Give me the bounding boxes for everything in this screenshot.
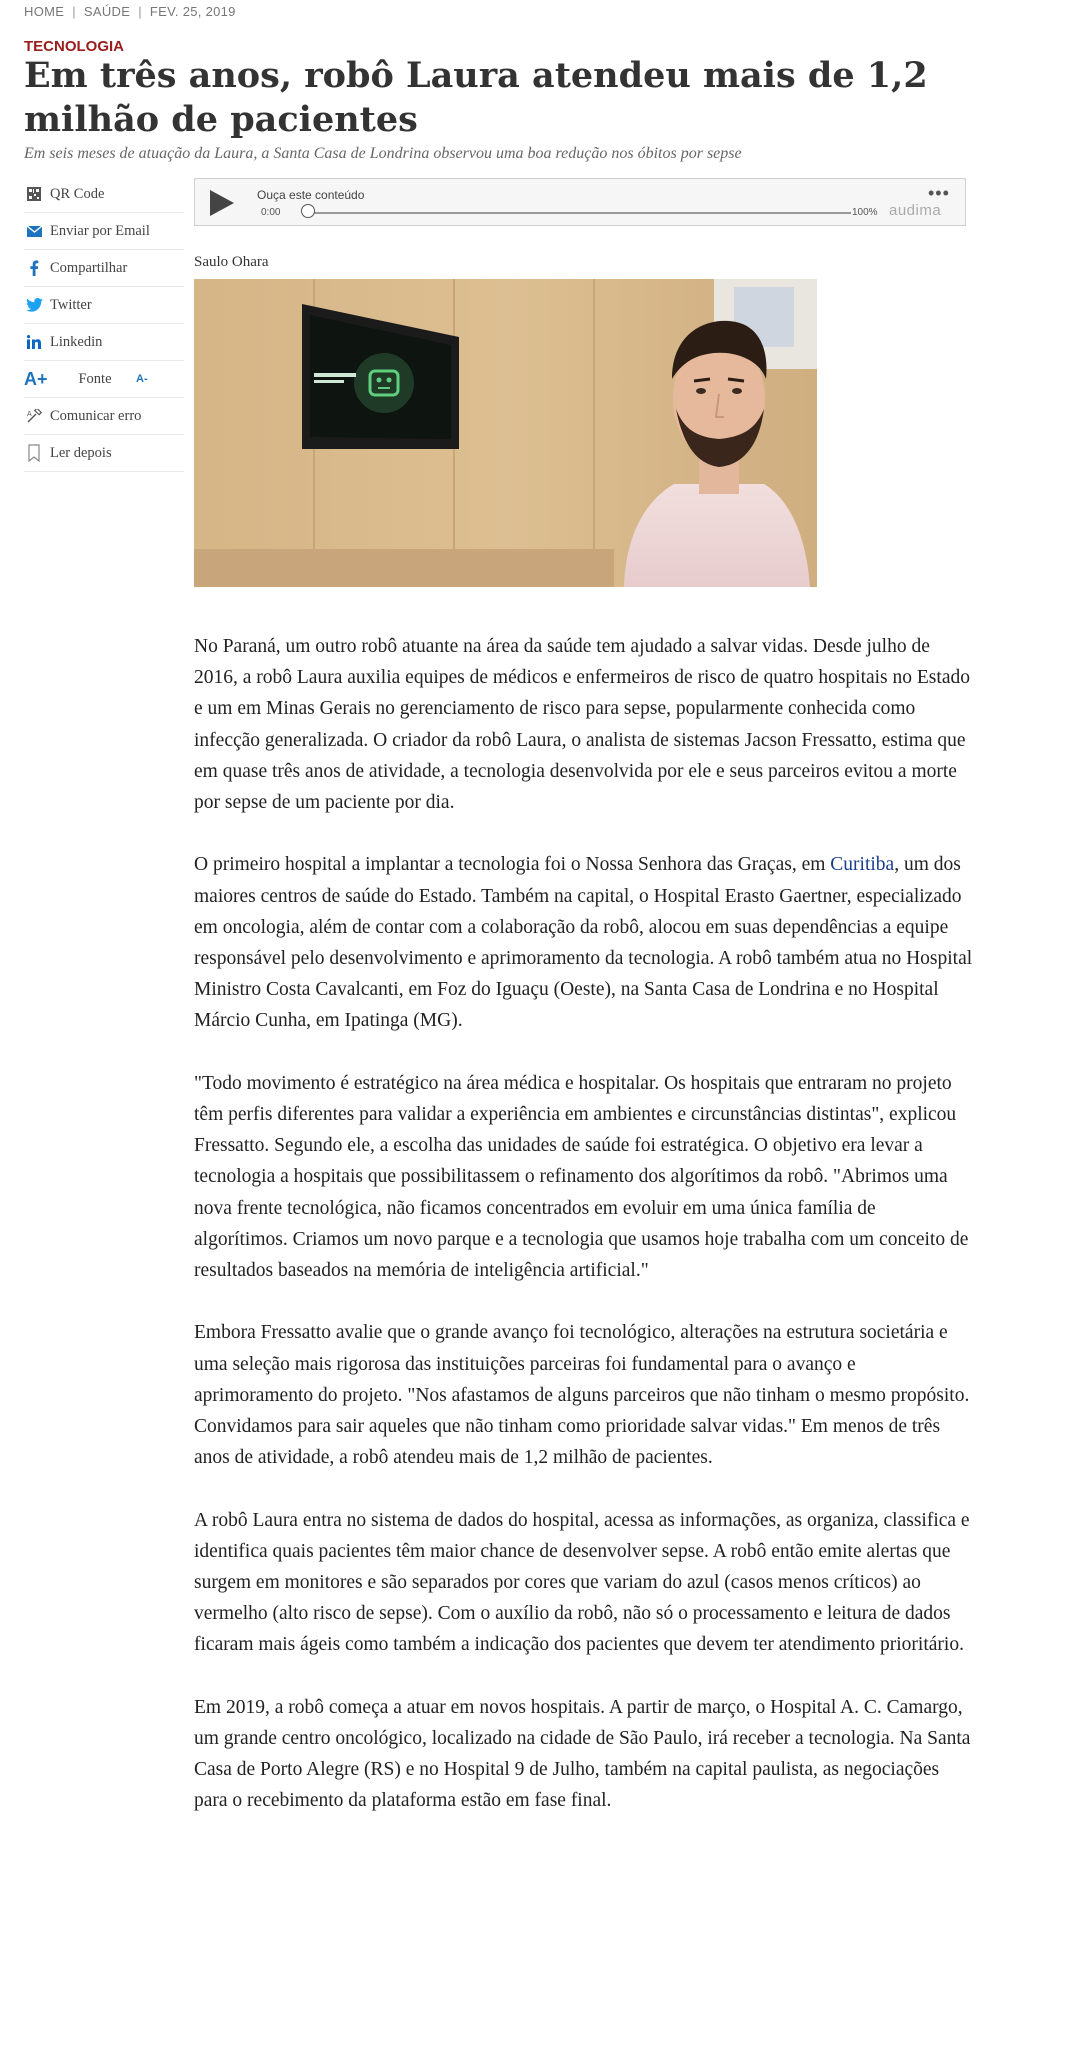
player-brand-logo: audima <box>889 202 942 219</box>
player-progress-track[interactable] <box>311 212 851 214</box>
font-increase-button[interactable]: A+ <box>24 368 48 389</box>
article-paragraph: No Paraná, um outro robô atuante na área da saúde tem ajudado a salvar vidas. Desde julho de 2016, a robô Laura auxilia equipes de médicos e enfermeiros de risco de quatro hospitais no Estado e um em Minas Gerais no gerenciamento de risco para sepse, popularmente conhecida como infecção generalizada. O criador da robô Laura, o analista de sistemas Jacson Fressatto, estima que em quase três anos de atividade, a tecnologia desenvolvida por ele e seus parceiros evitou a morte por sepse de um paciente por dia. <box>194 636 970 814</box>
article-subtitle: Em seis meses de atuação da Laura, a Santa Casa de Londrina observou uma boa redução nos óbitos por sepse <box>24 145 742 162</box>
email-icon <box>24 221 44 241</box>
article-paragraph: "Todo movimento é estratégico na área médica e hospitalar. Os hospitais que entraram no projeto têm perfis diferentes para validar a experiência em ambientes e circunstâncias distintas", explicou Fressatto. Segundo ele, a escolha das unidades de saúde foi estratégica. O objetivo era levar a tecnologia a hospitais que possibilitassem o refinamento dos algorítimos da robô. "Abrimos uma nova frente tecnológica, não ficamos concentrados em evoluir em uma única família de algorítimos. Criamos um novo parque e a tecnologia que usamos hoje trabalha com um conceito de resultados baseados na memória de inteligência artificial." <box>194 1072 969 1282</box>
twitter-share-label: Twitter <box>50 296 92 313</box>
paragraph-text: , um dos maiores centros de saúde do Estado. Também na capital, o Hospital Erasto Gaertner, especializado em oncologia, além de contar com a colaboração da robô, alocou em suas dependências a equipe responsável pelo desenvolvimento e aprimoramento da tecnologia. A robô também atua no Hospital Ministro Costa Cavalcanti, em Foz do Iguaçu (Oeste), na Santa Casa de Londrina e no Hospital Márcio Cunha, em Ipatinga (MG). <box>194 854 973 1032</box>
facebook-share-button[interactable] <box>24 250 184 287</box>
svg-text:A: A <box>26 411 32 418</box>
font-size-label: Fonte <box>78 370 112 387</box>
read-later-label: Ler depois <box>50 444 112 461</box>
share-sidebar <box>24 176 184 472</box>
breadcrumb-separator: | <box>72 4 76 19</box>
font-size-control <box>24 361 184 398</box>
play-button[interactable] <box>209 189 235 217</box>
article-title: Em três anos, robô Laura atendeu mais de 1,2 milhão de pacientes <box>24 55 928 140</box>
report-error-label: Comunicar erro <box>50 407 142 424</box>
curitiba-link[interactable]: Curitiba <box>830 854 895 876</box>
breadcrumb-section[interactable]: SAÚDE <box>83 4 131 19</box>
article-paragraph: A robô Laura entra no sistema de dados do hospital, acessa as informações, as organiza, classifica e identifica quais pacientes têm maior chance de desenvolver sepse. A robô então emite alertas que surgem em monitores e são separados por cores que variam do azul (casos menos críticos) ao vermelho (alto risco de sepse). Com o auxílio da robô, não só o processamento e leitura de dados ficaram mais ágeis como também a indicação dos pacientes que devem ter atendimento prioritário. <box>194 1509 970 1656</box>
linkedin-icon <box>24 332 44 352</box>
audio-player <box>194 178 966 226</box>
article-body <box>194 631 974 1848</box>
article-paragraph <box>194 849 974 1036</box>
facebook-icon <box>24 258 44 278</box>
bookmark-icon <box>24 443 44 463</box>
article-paragraph: Embora Fressatto avalie que o grande avanço foi tecnológico, alterações na estrutura societária e uma seleção mais rigorosa das instituições parceiras foi fundamental para o avanço e aprimoramento do projeto. "Nos afastamos de alguns parceiros que não tinham o mesmo propósito. Convidamos para sair aqueles que não tinham como prioridade salvar vidas." Em menos de três anos de atividade, a robô atendeu mais de 1,2 milhão de pacientes. <box>194 1322 970 1469</box>
article-paragraph: Em 2019, a robô começa a atuar em novos hospitais. A partir de março, o Hospital A. C. Camargo, um grande centro oncológico, localizado na cidade de São Paulo, irá receber a tecnologia. Na Santa Casa de Porto Alegre (RS) e no Hospital 9 de Julho, também na capital paulista, as negociações para o recebimento da plataforma estão em fase final. <box>194 1696 971 1812</box>
breadcrumb-home[interactable]: HOME <box>24 4 65 19</box>
player-title: Ouça este conteúdo <box>257 188 365 202</box>
twitter-share-button[interactable] <box>24 287 184 324</box>
article-date: FEV. 25, 2019 <box>149 4 236 19</box>
twitter-icon <box>24 295 44 315</box>
facebook-share-label: Compartilhar <box>50 259 128 276</box>
player-current-time: 0:00 <box>261 207 281 218</box>
email-share-button[interactable] <box>24 213 184 250</box>
more-icon[interactable]: ••• <box>928 183 950 203</box>
article-kicker[interactable]: TECNOLOGIA <box>24 38 124 55</box>
email-share-label: Enviar por Email <box>50 222 150 239</box>
font-decrease-button[interactable]: A- <box>136 373 148 385</box>
breadcrumb-separator: | <box>138 4 142 19</box>
article-photo <box>194 279 817 587</box>
read-later-button[interactable] <box>24 435 184 472</box>
play-icon <box>209 189 235 217</box>
qr-code-label: QR Code <box>50 185 105 202</box>
player-volume[interactable]: 100% <box>852 207 878 218</box>
linkedin-share-button[interactable] <box>24 324 184 361</box>
breadcrumb <box>24 4 236 19</box>
paragraph-text: O primeiro hospital a implantar a tecnologia foi o Nossa Senhora das Graças, em <box>194 854 831 876</box>
player-progress-handle[interactable] <box>301 204 315 218</box>
linkedin-share-label: Linkedin <box>50 333 103 350</box>
qr-code-button[interactable] <box>24 176 184 213</box>
qr-code-icon <box>24 184 44 204</box>
error-report-icon <box>24 406 44 426</box>
photo-credit: Saulo Ohara <box>194 254 269 270</box>
report-error-button[interactable] <box>24 398 184 435</box>
